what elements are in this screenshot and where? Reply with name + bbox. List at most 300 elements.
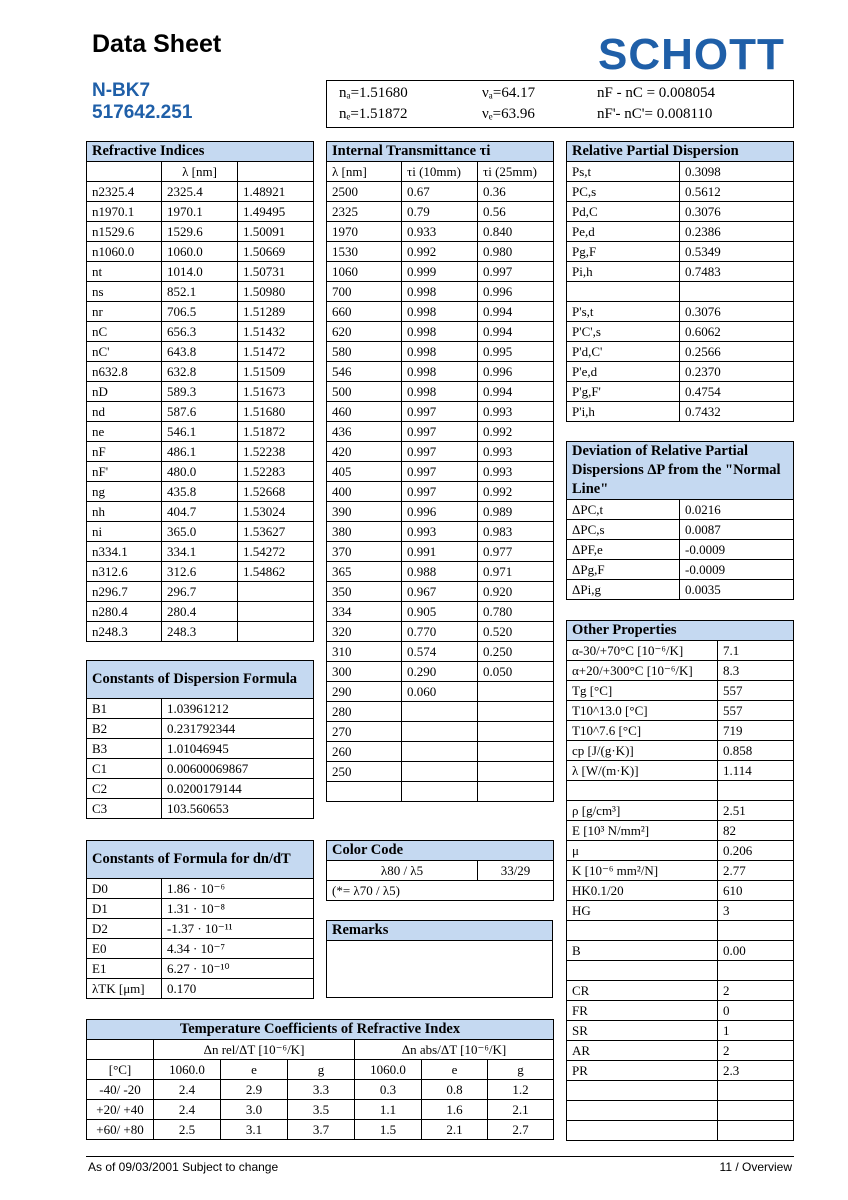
transmittance-cell: 290 — [327, 682, 402, 702]
refractive-index-cell: 1970.1 — [162, 202, 238, 222]
transmittance-row — [327, 362, 554, 382]
refractive-index-cell: 1.49495 — [238, 202, 314, 222]
other-property-cell: 2.77 — [718, 861, 794, 881]
tempcoef-cell: 2.1 — [422, 1120, 488, 1140]
refractive-index-cell: nt — [87, 262, 162, 282]
deviation-row — [567, 520, 794, 540]
deviation-cell: ΔPi,g — [567, 580, 680, 600]
dndt-constant-cell: 6.27 · 10⁻¹⁰ — [162, 959, 314, 979]
refractive-index-cell — [238, 582, 314, 602]
transmittance-cell: 280 — [327, 702, 402, 722]
refractive-index-cell: 404.7 — [162, 502, 238, 522]
dndt-constant-cell: 4.34 · 10⁻⁷ — [162, 939, 314, 959]
rel-dispersion-row — [567, 242, 794, 262]
transmittance-cell: 0.290 — [402, 662, 478, 682]
transmittance-cell: 0.989 — [478, 502, 554, 522]
deviation-cell: 0.0087 — [680, 520, 794, 540]
dndt-constant-cell: λTK [μm] — [87, 979, 162, 999]
other-property-cell: K [10⁻⁶ mm²/N] — [567, 861, 718, 881]
other-property-cell: 8.3 — [718, 661, 794, 681]
temperature-coefficients-title: Temperature Coefficients of Refractive Index — [87, 1020, 554, 1040]
transmittance-row — [327, 342, 554, 362]
tempcoef-cell: 1.1 — [355, 1100, 422, 1120]
transmittance-row — [327, 202, 554, 222]
transmittance-cell — [478, 722, 554, 742]
rel-dispersion-cell: 0.5612 — [680, 182, 794, 202]
tempcoef-row — [87, 1080, 554, 1100]
refractive-index-cell: n312.6 — [87, 562, 162, 582]
ne-value: nₑ=1.51872 — [339, 106, 408, 122]
transmittance-col-header: τi (10mm) — [402, 162, 478, 182]
other-property-row — [567, 761, 794, 781]
refractive-index-cell: 2325.4 — [162, 182, 238, 202]
transmittance-cell: 0.520 — [478, 622, 554, 642]
refractive-index-cell: 1.51680 — [238, 402, 314, 422]
rel-dispersion-cell: 0.2386 — [680, 222, 794, 242]
transmittance-cell: 0.971 — [478, 562, 554, 582]
rel-dispersion-row — [567, 362, 794, 382]
transmittance-cell: 0.997 — [402, 482, 478, 502]
transmittance-cell: 0.992 — [402, 242, 478, 262]
nf-nc-value: nF - nC = 0.008054 — [597, 85, 716, 101]
rel-dispersion-cell: 0.5349 — [680, 242, 794, 262]
other-property-cell — [567, 781, 718, 801]
other-property-row — [567, 821, 794, 841]
tempcoef-cell: 2.4 — [154, 1100, 221, 1120]
transmittance-cell: 436 — [327, 422, 402, 442]
other-property-cell — [718, 781, 794, 801]
refractive-index-cell: 1.50980 — [238, 282, 314, 302]
refractive-index-row — [87, 622, 314, 642]
refractive-index-cell: 1.52238 — [238, 442, 314, 462]
rel-dispersion-cell: PC,s — [567, 182, 680, 202]
dndt-constant-cell: E0 — [87, 939, 162, 959]
transmittance-cell: 420 — [327, 442, 402, 462]
refractive-index-row — [87, 222, 314, 242]
transmittance-cell: 0.967 — [402, 582, 478, 602]
transmittance-cell: 0.993 — [402, 522, 478, 542]
tempcoef-col-header: 1060.0 — [355, 1060, 422, 1080]
transmittance-row — [327, 782, 554, 802]
refractive-index-cell — [238, 622, 314, 642]
dndt-constant-row — [87, 959, 314, 979]
dispersion-constant-cell: B1 — [87, 699, 162, 719]
dndt-constant-cell: D0 — [87, 879, 162, 899]
transmittance-cell — [402, 722, 478, 742]
transmittance-row — [327, 562, 554, 582]
transmittance-row — [327, 402, 554, 422]
transmittance-cell: 580 — [327, 342, 402, 362]
transmittance-row — [327, 242, 554, 262]
refractive-index-row — [87, 342, 314, 362]
other-property-cell — [567, 1121, 718, 1141]
dispersion-constant-row — [87, 739, 314, 759]
tempcoef-row — [87, 1120, 554, 1140]
transmittance-cell: 334 — [327, 602, 402, 622]
other-property-row — [567, 801, 794, 821]
deviation-cell: ΔPF,e — [567, 540, 680, 560]
refractive-index-row — [87, 422, 314, 442]
other-property-cell: 610 — [718, 881, 794, 901]
transmittance-row — [327, 442, 554, 462]
tempcoef-col-header: 1060.0 — [154, 1060, 221, 1080]
transmittance-cell: 0.67 — [402, 182, 478, 202]
transmittance-cell: 0.998 — [402, 282, 478, 302]
transmittance-cell: 0.998 — [402, 342, 478, 362]
rel-dispersion-cell: 0.3098 — [680, 162, 794, 182]
tempcoef-row — [87, 1100, 554, 1120]
tempcoef-header-row — [87, 1060, 554, 1080]
transmittance-cell: 0.983 — [478, 522, 554, 542]
dndt-constant-cell: 0.170 — [162, 979, 314, 999]
transmittance-cell: 0.905 — [402, 602, 478, 622]
refractive-index-row — [87, 242, 314, 262]
dispersion-constant-row — [87, 779, 314, 799]
other-property-cell: T10^7.6 [°C] — [567, 721, 718, 741]
transmittance-row — [327, 302, 554, 322]
dn-rel-header: Δn rel/ΔT [10⁻⁶/K] — [154, 1040, 355, 1060]
tempcoef-cell: 2.1 — [488, 1100, 554, 1120]
tempcoef-col-header: e — [422, 1060, 488, 1080]
refractive-index-row — [87, 282, 314, 302]
refractive-index-cell: ng — [87, 482, 162, 502]
refractive-index-cell: 312.6 — [162, 562, 238, 582]
transmittance-cell: 405 — [327, 462, 402, 482]
transmittance-row — [327, 502, 554, 522]
deviation-cell: ΔPC,s — [567, 520, 680, 540]
transmittance-cell: 0.994 — [478, 382, 554, 402]
refractive-index-cell: 1.53024 — [238, 502, 314, 522]
tempcoef-cell: 2.5 — [154, 1120, 221, 1140]
refractive-index-cell: n1529.6 — [87, 222, 162, 242]
refractive-index-cell: 852.1 — [162, 282, 238, 302]
other-property-cell: 0.206 — [718, 841, 794, 861]
tempcoef-cell: 2.7 — [488, 1120, 554, 1140]
other-property-row — [567, 661, 794, 681]
rel-dispersion-cell: 0.7483 — [680, 262, 794, 282]
other-property-cell: B — [567, 941, 718, 961]
tempcoef-col-header: e — [221, 1060, 288, 1080]
other-property-row — [567, 1081, 794, 1101]
transmittance-row — [327, 762, 554, 782]
refractive-index-row — [87, 402, 314, 422]
other-property-row — [567, 981, 794, 1001]
rel-dispersion-cell: P'd,C' — [567, 342, 680, 362]
footer-rule — [86, 1156, 794, 1157]
refractive-index-row — [87, 522, 314, 542]
refractive-index-cell: 632.8 — [162, 362, 238, 382]
dndt-constants-title: Constants of Formula for dn/dT — [87, 841, 314, 879]
refractive-index-cell: 643.8 — [162, 342, 238, 362]
temperature-coefficients-table — [86, 1019, 554, 1140]
transmittance-cell: 546 — [327, 362, 402, 382]
other-property-row — [567, 1041, 794, 1061]
rel-dispersion-cell: P'C',s — [567, 322, 680, 342]
rel-dispersion-row — [567, 402, 794, 422]
transmittance-cell: 0.920 — [478, 582, 554, 602]
rel-dispersion-cell: 0.2566 — [680, 342, 794, 362]
glass-identifier — [92, 80, 192, 124]
transmittance-row — [327, 522, 554, 542]
refractive-index-cell: ni — [87, 522, 162, 542]
transmittance-cell: 1530 — [327, 242, 402, 262]
tempcoef-cell: +60/ +80 — [87, 1120, 154, 1140]
refractive-index-row — [87, 262, 314, 282]
other-property-row — [567, 1001, 794, 1021]
transmittance-cell — [402, 742, 478, 762]
other-property-cell: 82 — [718, 821, 794, 841]
rel-dispersion-row — [567, 222, 794, 242]
footer-page: 11 / Overview — [719, 1160, 792, 1174]
nd-value: nₐ=1.51680 — [339, 85, 408, 101]
refractive-index-cell: nC' — [87, 342, 162, 362]
transmittance-cell: 0.994 — [478, 322, 554, 342]
transmittance-cell: 660 — [327, 302, 402, 322]
refractive-index-cell: n1060.0 — [87, 242, 162, 262]
other-property-cell: 0.858 — [718, 741, 794, 761]
transmittance-cell: 0.998 — [402, 382, 478, 402]
transmittance-cell — [478, 702, 554, 722]
other-property-cell — [567, 1081, 718, 1101]
deviation-cell: ΔPC,t — [567, 500, 680, 520]
other-property-cell — [718, 921, 794, 941]
transmittance-cell: 390 — [327, 502, 402, 522]
transmittance-row — [327, 662, 554, 682]
refractive-index-row — [87, 322, 314, 342]
tempcoef-cell: 2.4 — [154, 1080, 221, 1100]
refractive-index-cell: n632.8 — [87, 362, 162, 382]
tempcoef-cell: 3.7 — [288, 1120, 355, 1140]
transmittance-cell: 0.997 — [402, 462, 478, 482]
other-property-row — [567, 941, 794, 961]
tempcoef-cell: 1.6 — [422, 1100, 488, 1120]
rel-dispersion-cell: Ps,t — [567, 162, 680, 182]
dispersion-constant-cell: 0.231792344 — [162, 719, 314, 739]
other-property-cell — [567, 1101, 718, 1121]
deviation-cell: 0.0035 — [680, 580, 794, 600]
remarks-table — [326, 920, 553, 998]
deviation-row — [567, 540, 794, 560]
refractive-index-cell: nh — [87, 502, 162, 522]
rel-dispersion-cell: 0.4754 — [680, 382, 794, 402]
other-property-cell: μ — [567, 841, 718, 861]
transmittance-header-row — [327, 162, 554, 182]
refractive-index-cell: 706.5 — [162, 302, 238, 322]
dispersion-constant-row — [87, 699, 314, 719]
dndt-constant-row — [87, 979, 314, 999]
refractive-index-cell: 480.0 — [162, 462, 238, 482]
rel-dispersion-cell: P'e,d — [567, 362, 680, 382]
rel-dispersion-cell: Pi,h — [567, 262, 680, 282]
other-property-cell: 557 — [718, 701, 794, 721]
transmittance-row — [327, 222, 554, 242]
rel-dispersion-cell: 0.6062 — [680, 322, 794, 342]
deviation-row — [567, 500, 794, 520]
rel-dispersion-cell: Pg,F — [567, 242, 680, 262]
transmittance-cell: 0.770 — [402, 622, 478, 642]
refractive-index-cell: 546.1 — [162, 422, 238, 442]
tempcoef-cell: 1.2 — [488, 1080, 554, 1100]
color-code-table — [326, 840, 554, 901]
other-property-row — [567, 741, 794, 761]
deviation-table — [566, 441, 794, 600]
other-property-cell: 1.114 — [718, 761, 794, 781]
refractive-index-cell: nF' — [87, 462, 162, 482]
transmittance-cell: 0.997 — [402, 442, 478, 462]
transmittance-row — [327, 542, 554, 562]
transmittance-cell: 0.840 — [478, 222, 554, 242]
other-properties-table — [566, 620, 794, 1141]
refractive-index-row — [87, 502, 314, 522]
refractive-index-row — [87, 462, 314, 482]
transmittance-row — [327, 742, 554, 762]
refractive-index-cell: nF — [87, 442, 162, 462]
dispersion-constant-cell: 1.03961212 — [162, 699, 314, 719]
other-property-cell: α+20/+300°C [10⁻⁶/K] — [567, 661, 718, 681]
other-property-cell: 0 — [718, 1001, 794, 1021]
refractive-index-cell: 1060.0 — [162, 242, 238, 262]
other-property-cell: E [10³ N/mm²] — [567, 821, 718, 841]
other-property-cell: 1 — [718, 1021, 794, 1041]
transmittance-row — [327, 582, 554, 602]
refractive-index-cell: n280.4 — [87, 602, 162, 622]
other-property-cell: AR — [567, 1041, 718, 1061]
refractive-index-cell: 1.52283 — [238, 462, 314, 482]
transmittance-cell: 350 — [327, 582, 402, 602]
transmittance-cell: 0.994 — [478, 302, 554, 322]
transmittance-cell: 1060 — [327, 262, 402, 282]
refractive-index-cell: 1014.0 — [162, 262, 238, 282]
transmittance-row — [327, 482, 554, 502]
other-property-cell: 7.1 — [718, 641, 794, 661]
transmittance-cell: 0.988 — [402, 562, 478, 582]
dndt-constant-cell: D2 — [87, 919, 162, 939]
transmittance-cell: 0.998 — [402, 302, 478, 322]
transmittance-cell: 260 — [327, 742, 402, 762]
dispersion-constant-cell: C2 — [87, 779, 162, 799]
transmittance-cell: 0.992 — [478, 422, 554, 442]
relative-dispersion-title: Relative Partial Dispersion — [567, 142, 794, 162]
refractive-index-cell: 1529.6 — [162, 222, 238, 242]
rel-dispersion-cell — [680, 282, 794, 302]
refractive-index-cell: 656.3 — [162, 322, 238, 342]
rel-dispersion-row — [567, 302, 794, 322]
tempcoef-cell: 3.3 — [288, 1080, 355, 1100]
rel-dispersion-row — [567, 162, 794, 182]
dndt-constant-cell: 1.31 · 10⁻⁸ — [162, 899, 314, 919]
refractive-index-cell: 1.54862 — [238, 562, 314, 582]
color-code-title: Color Code — [327, 841, 554, 861]
refractive-index-row — [87, 362, 314, 382]
dispersion-constant-row — [87, 799, 314, 819]
transmittance-cell: 620 — [327, 322, 402, 342]
transmittance-row — [327, 262, 554, 282]
tempcoef-col-header: g — [488, 1060, 554, 1080]
transmittance-cell — [478, 762, 554, 782]
transmittance-cell: 0.933 — [402, 222, 478, 242]
transmittance-cell: 300 — [327, 662, 402, 682]
transmittance-cell: 0.977 — [478, 542, 554, 562]
refractive-index-cell: n334.1 — [87, 542, 162, 562]
other-property-cell: Tg [°C] — [567, 681, 718, 701]
deviation-cell: -0.0009 — [680, 540, 794, 560]
refractive-index-cell: nD — [87, 382, 162, 402]
transmittance-cell: 0.060 — [402, 682, 478, 702]
refractive-indices-table — [86, 141, 314, 642]
rel-dispersion-cell: Pe,d — [567, 222, 680, 242]
other-property-row — [567, 701, 794, 721]
other-property-cell: 2 — [718, 1041, 794, 1061]
rel-dispersion-row — [567, 322, 794, 342]
dndt-constant-cell: 1.86 · 10⁻⁶ — [162, 879, 314, 899]
transmittance-cell: 0.998 — [402, 362, 478, 382]
transmittance-title: Internal Transmittance τi — [327, 142, 554, 162]
transmittance-cell: 0.997 — [478, 262, 554, 282]
transmittance-cell: 1970 — [327, 222, 402, 242]
refractive-index-cell: 1.50091 — [238, 222, 314, 242]
rel-dispersion-cell: 0.2370 — [680, 362, 794, 382]
transmittance-cell: 270 — [327, 722, 402, 742]
other-property-cell: ρ [g/cm³] — [567, 801, 718, 821]
deviation-row — [567, 580, 794, 600]
transmittance-cell: 0.993 — [478, 462, 554, 482]
rel-dispersion-cell: 0.7432 — [680, 402, 794, 422]
transmittance-cell: 0.980 — [478, 242, 554, 262]
glass-name: N-BK7 — [92, 80, 151, 101]
refractive-index-row — [87, 542, 314, 562]
dndt-constants-table — [86, 840, 314, 999]
deviation-cell: 0.0216 — [680, 500, 794, 520]
dn-abs-header: Δn abs/ΔT [10⁻⁶/K] — [355, 1040, 554, 1060]
transmittance-row — [327, 382, 554, 402]
other-property-row — [567, 901, 794, 921]
other-property-cell — [718, 1081, 794, 1101]
other-property-cell: HK0.1/20 — [567, 881, 718, 901]
dispersion-constant-cell: B3 — [87, 739, 162, 759]
transmittance-cell: 0.574 — [402, 642, 478, 662]
tempcoef-cell: 3.1 — [221, 1120, 288, 1140]
other-property-cell: 2 — [718, 981, 794, 1001]
transmittance-cell — [478, 742, 554, 762]
transmittance-cell: 250 — [327, 762, 402, 782]
refractive-index-row — [87, 182, 314, 202]
other-property-row — [567, 961, 794, 981]
internal-transmittance-table — [326, 141, 554, 802]
other-property-cell — [718, 961, 794, 981]
transmittance-cell: 0.997 — [402, 402, 478, 422]
transmittance-cell: 0.996 — [478, 282, 554, 302]
transmittance-cell: 0.050 — [478, 662, 554, 682]
refractive-index-row — [87, 602, 314, 622]
transmittance-cell: 0.79 — [402, 202, 478, 222]
transmittance-row — [327, 182, 554, 202]
transmittance-cell: 0.56 — [478, 202, 554, 222]
transmittance-cell — [402, 702, 478, 722]
dndt-constant-row — [87, 939, 314, 959]
transmittance-cell: 400 — [327, 482, 402, 502]
schott-logo: SCHOTT — [598, 30, 785, 79]
dispersion-constant-cell: 0.0200179144 — [162, 779, 314, 799]
ve-value: νₑ=63.96 — [482, 106, 535, 122]
other-property-cell: PR — [567, 1061, 718, 1081]
transmittance-cell: 500 — [327, 382, 402, 402]
deviation-row — [567, 560, 794, 580]
rel-dispersion-cell: Pd,C — [567, 202, 680, 222]
rel-dispersion-cell: P'i,h — [567, 402, 680, 422]
refractive-index-row — [87, 302, 314, 322]
transmittance-row — [327, 642, 554, 662]
transmittance-cell: 0.997 — [402, 422, 478, 442]
